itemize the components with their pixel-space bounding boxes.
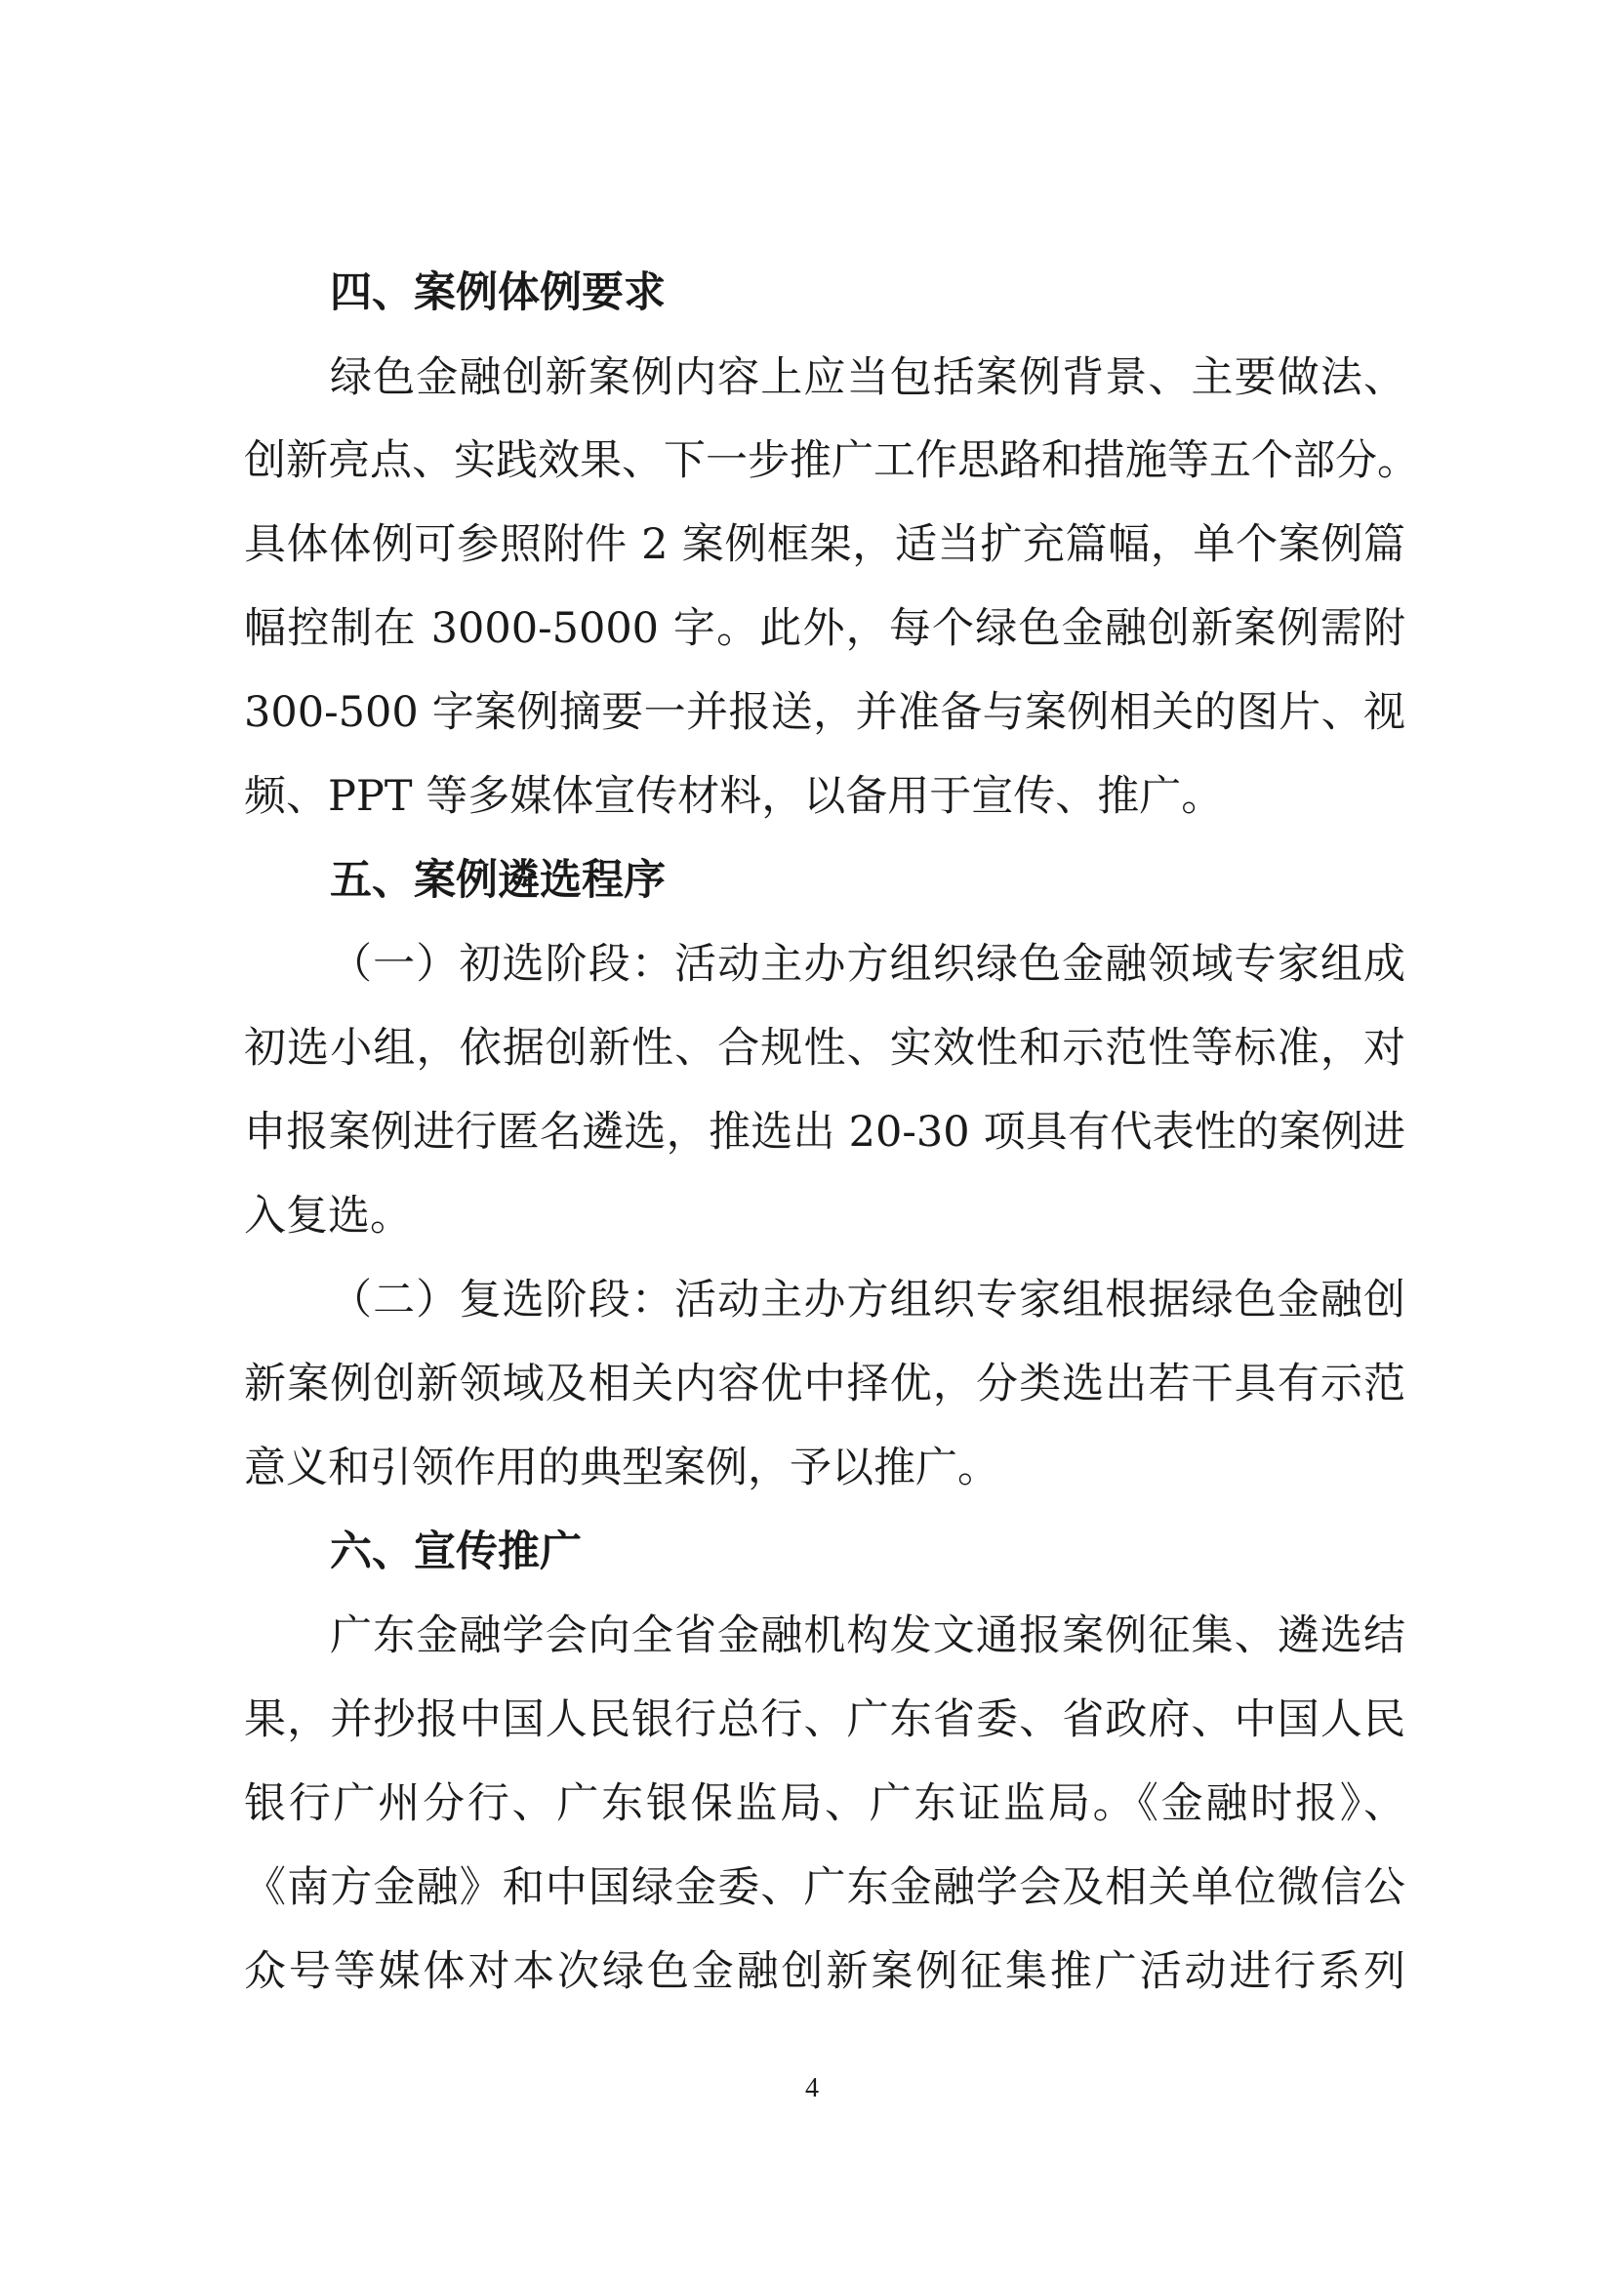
paragraph-line: 《南方金融》和中国绿金委、广东金融学会及相关单位微信公 <box>244 1863 1405 1912</box>
paragraph-line: 银行广州分行、广东银保监局、广东证监局。《金融时报》、 <box>244 1779 1405 1828</box>
paragraph-line: 频、PPT 等多媒体宣传材料，以备用于宣传、推广。 <box>244 772 1224 821</box>
paragraph-line: 果，并抄报中国人民银行总行、广东省委、省政府、中国人民 <box>244 1695 1405 1744</box>
paragraph-line: 申报案例进行匿名遴选，推选出 20-30 项具有代表性的案例进 <box>244 1108 1405 1157</box>
paragraph-line: 300-500 字案例摘要一并报送，并准备与案例相关的图片、视 <box>244 688 1405 737</box>
paragraph-line: 意义和引领作用的典型案例，予以推广。 <box>244 1444 999 1492</box>
paragraph-line: 绿色金融创新案例内容上应当包括案例背景、主要做法、 <box>330 353 1405 402</box>
paragraph-line: 具体体例可参照附件 2 案例框架，适当扩充篇幅，单个案例篇 <box>244 520 1405 569</box>
paragraph-line: 新案例创新领域及相关内容优中择优，分类选出若干具有示范 <box>244 1360 1405 1408</box>
page-number: 4 <box>805 2073 819 2103</box>
paragraph-line: 幅控制在 3000-5000 字。此外，每个绿色金融创新案例需附 <box>244 604 1405 653</box>
paragraph-line: （一）初选阶段：活动主办方组织绿色金融领域专家组成 <box>330 940 1405 989</box>
paragraph-line: 广东金融学会向全省金融机构发文通报案例征集、遴选结 <box>330 1611 1405 1660</box>
paragraph-line: 创新亮点、实践效果、下一步推广工作思路和措施等五个部分。 <box>244 436 1419 485</box>
paragraph-line: 入复选。 <box>244 1192 412 1241</box>
section-heading-4: 四、案例体例要求 <box>330 268 666 317</box>
paragraph-line: （二）复选阶段：活动主办方组织专家组根据绿色金融创 <box>330 1276 1405 1324</box>
section-heading-5: 五、案例遴选程序 <box>330 856 666 905</box>
paragraph-line: 众号等媒体对本次绿色金融创新案例征集推广活动进行系列 <box>244 1947 1405 1996</box>
paragraph-line: 初选小组，依据创新性、合规性、实效性和示范性等标准，对 <box>244 1024 1405 1073</box>
section-heading-6: 六、宣传推广 <box>330 1528 582 1576</box>
